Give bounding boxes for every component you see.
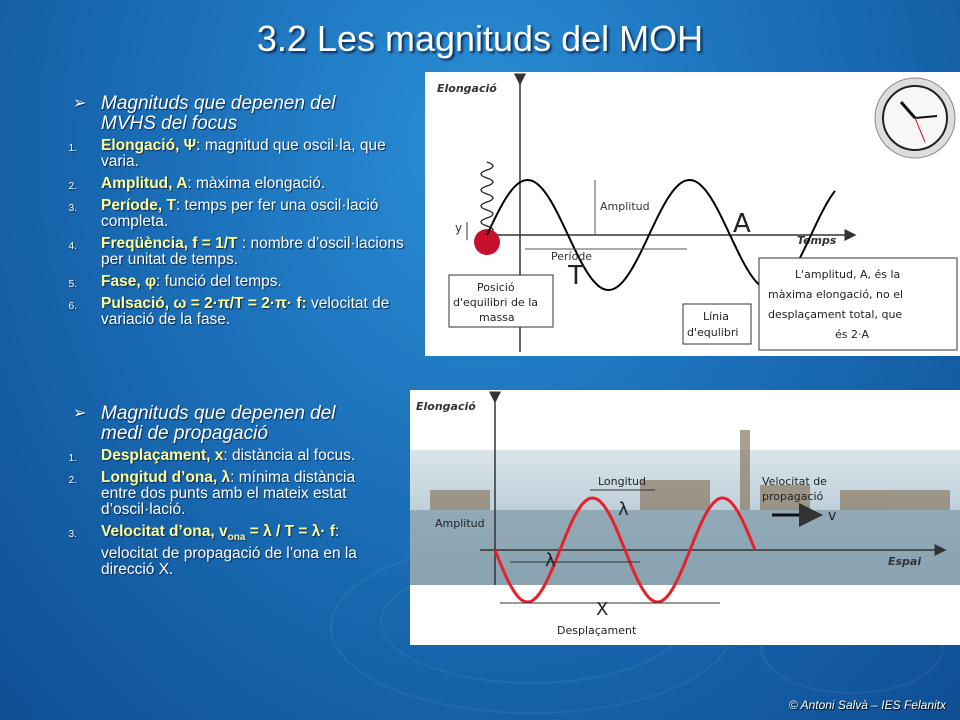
item-desc: : temps per fer una oscil·lació completa. [101, 197, 379, 230]
item-number: 1. [68, 143, 77, 154]
list-item [68, 175, 416, 192]
item-desc: : funció del temps. [156, 273, 282, 290]
wave-diagram [410, 390, 960, 645]
item-number: 6. [68, 301, 77, 312]
line: és 2·A [835, 328, 870, 341]
item-name: Longitud d’ona, λ [101, 469, 231, 486]
arrow-bullet-icon: ➢ [73, 95, 87, 112]
section1-heading [73, 93, 391, 134]
item-name: Pulsació, ω = 2·π/T = 2·π· f: [101, 295, 307, 312]
arrow-bullet-icon: ➢ [73, 405, 87, 422]
section2-heading [73, 403, 351, 444]
line: L'amplitud, A, és la [795, 268, 901, 281]
section1-heading-text: Magnituds que depenen del MVHS del focus [101, 93, 336, 134]
period-symbol: T [568, 261, 584, 291]
item-subscript: ona [227, 532, 246, 544]
displacement-symbol: X [596, 599, 609, 620]
item-desc: velocitat de variació de la fase. [101, 295, 390, 328]
line: màxima elongació, no el [768, 288, 904, 301]
item-name: Període, T [101, 197, 176, 214]
line: propagació [762, 490, 824, 503]
item-name: Freqüència, f = 1/T [101, 235, 238, 252]
line: desplaçament total, que [768, 308, 903, 321]
line: Posició [477, 281, 515, 294]
item-desc: : distància al focus. [223, 447, 356, 464]
item-name: Fase, φ [101, 273, 157, 290]
section1-list [68, 137, 416, 334]
clock-icon [875, 78, 955, 158]
item-desc: : magnitud que oscil·la, que varia. [101, 137, 386, 170]
line: d'equlibri [687, 326, 739, 339]
wavelength-symbol-lower: λ [545, 550, 556, 571]
speed-symbol: v [828, 508, 837, 524]
period-label: Període [551, 250, 593, 263]
x-axis-label: Espai [888, 555, 922, 568]
list-item [68, 273, 416, 290]
wavelength-label: Longitud [598, 475, 646, 488]
displacement-label: Desplaçament [557, 624, 637, 637]
item-desc: : màxima elongació. [187, 175, 326, 192]
list-item [68, 469, 359, 518]
list-item [68, 197, 416, 230]
section2-heading-text: Magnituds que depenen del medi de propagació [101, 403, 336, 444]
line: Velocitat de [762, 475, 827, 488]
item-name: Amplitud, A [101, 175, 188, 192]
x-axis-label: Temps [797, 234, 837, 247]
y-axis-label: Elongació [437, 82, 497, 95]
item-number: 1. [68, 453, 77, 464]
item-name: Desplaçament, x [101, 447, 224, 464]
oscillation-svg [425, 72, 960, 356]
item-number: 2. [68, 475, 77, 486]
oscillation-diagram [425, 72, 960, 356]
amplitude-label: Amplitud [600, 200, 650, 213]
item-name: Velocitat d’ona, v [101, 523, 228, 540]
item-number: 5. [68, 279, 77, 290]
list-item [68, 137, 416, 170]
amplitude-label: Amplitud [435, 517, 485, 530]
section2-list [68, 447, 359, 584]
wave-svg [410, 390, 960, 645]
item-desc: : nombre d’oscil·lacions per unitat de temps. [101, 235, 404, 268]
water [410, 510, 960, 585]
item-name: Elongació, Ψ [101, 137, 197, 154]
line: massa [479, 311, 515, 324]
item-number: 4. [68, 241, 77, 252]
item-desc: : velocitat de propagació de l’ona en la direcció X. [101, 523, 357, 579]
line: d'equilibri de la [453, 296, 538, 309]
amplitude-symbol: A [733, 209, 751, 239]
item-desc: : mínima distància entre dos punts amb el mateix estat d’oscil·lació. [101, 469, 356, 518]
list-item [68, 523, 359, 579]
y-axis-label: Elongació [416, 400, 476, 413]
list-item [68, 235, 416, 268]
item-number: 2. [68, 181, 77, 192]
y-symbol: y [455, 221, 463, 235]
line: Línia [703, 310, 729, 323]
slide-title: 3.2 Les magnituds del MOH [256, 18, 704, 59]
footer-credit: © Antoni Salvà – IES Felanitx [788, 698, 946, 712]
list-item [68, 295, 416, 328]
wavelength-symbol: λ [618, 499, 629, 520]
item-number: 3. [68, 529, 77, 540]
item-number: 3. [68, 203, 77, 214]
list-item [68, 447, 359, 464]
item-name: = λ / T = λ· f [245, 523, 335, 540]
